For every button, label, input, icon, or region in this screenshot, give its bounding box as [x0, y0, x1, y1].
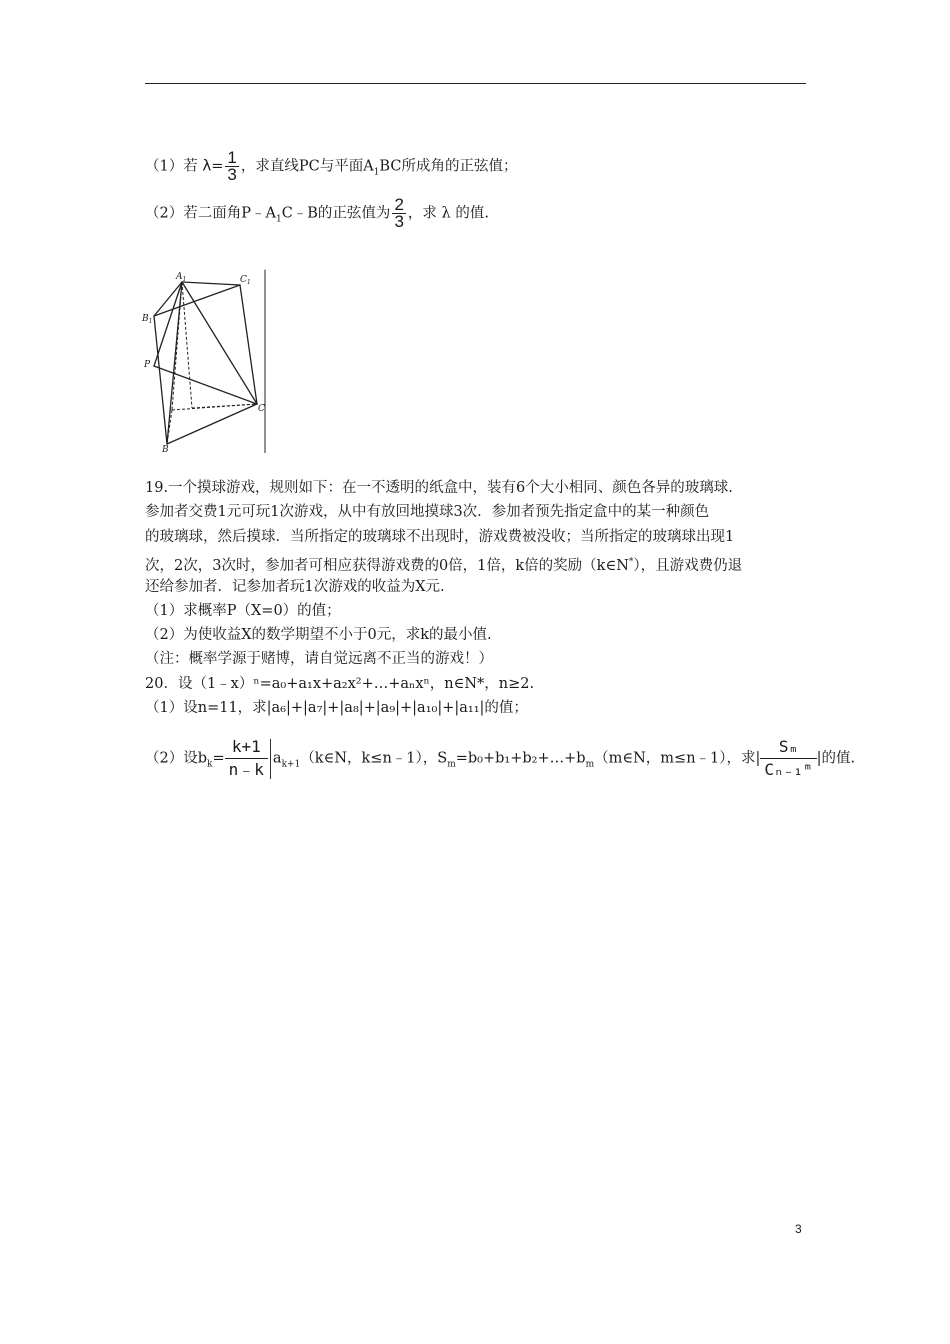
svg-text:C1: $C_1$ [240, 275, 251, 286]
svg-text:B: B [162, 445, 169, 453]
page-number: 3 [795, 1222, 802, 1236]
q19-line3: 的玻璃球，然后摸球．当所指定的玻璃球不出现时，游戏费被没收；当所指定的玻璃球出现1 [145, 529, 735, 545]
svg-text:P: P [144, 360, 151, 370]
fraction-two-thirds: $\frac{2}{3}$ [394, 195, 404, 231]
q19-line2: 参加者交费1元可玩1次游戏，从中有放回地摸球3次．参加者预先指定盒中的某一种颜色 [145, 504, 710, 520]
svg-text:A1: $A_1$ [176, 272, 187, 283]
svg-text:B1: $B_1$ [142, 314, 153, 325]
q20-line1: 20．设（1﹣x）ⁿ=a₀+a₁x+a₂x²+…+aₙxⁿ，n∈N*，n≥2. [145, 676, 535, 692]
fraction-one-third: $\frac{1}{3}$ [227, 148, 237, 184]
q19-line1: 19.一个摸球游戏，规则如下：在一不透明的纸盒中，装有6个大小相同、颜色各异的玻璃球. [145, 480, 733, 496]
q20-part2: （2）设$b_k=$ $\frac{k+1}{n﹣k}$ $a_{k+1}(k\in N$，k≤n﹣1），$S_m=b_0+b_1+b_2+\dots+b_m(m\in N$，m≤n﹣1），求| $\frac{\text{Sₘ}}{\text{Cₙ₋₁ᵐ}}$ |的值. [145, 737, 856, 779]
q19-line4: 次，2次，3次时，参加者可相应获得游戏费的0倍，1倍，k倍的奖励（k∈N*），且游戏费仍退 [145, 557, 743, 574]
svg-text:C: C [258, 404, 265, 414]
q18-part1: （1）若 λ= $\frac{1}{3}$ ，求直线PC与平面$A_1BC$所成角的正弦值； [145, 148, 518, 184]
q18-part2: （2）若二面角$P﹣A_1C﹣B$的正弦值为 $\frac{2}{3}$ ，求 λ 的值. [145, 195, 489, 231]
q20-part1: （1）设n=11，求|a₆|+|a₇|+|a₈|+|a₉|+|a₁₀|+|a₁₁|的值； [145, 700, 528, 716]
q19-part1: （1）求概率P（X=0）的值； [145, 603, 341, 619]
fraction-k-plus-one: $\frac{k+1}{n﹣k}$ [225, 736, 268, 781]
prism-figure [140, 268, 270, 453]
q19-note: （注：概率学源于赌博，请自觉远离不正当的游戏！） [145, 651, 493, 667]
q19-line5: 还给参加者．记参加者玩1次游戏的收益为X元. [145, 579, 445, 595]
header-rule [145, 83, 806, 84]
fraction-s-over-c: $\frac{\text{Sₘ}}{\text{Cₙ₋₁ᵐ}}$ [760, 736, 816, 781]
q19-part2: （2）为使收益X的数学期望不小于0元，求k的最小值. [145, 627, 492, 643]
lambda-symbol: λ [202, 156, 212, 175]
